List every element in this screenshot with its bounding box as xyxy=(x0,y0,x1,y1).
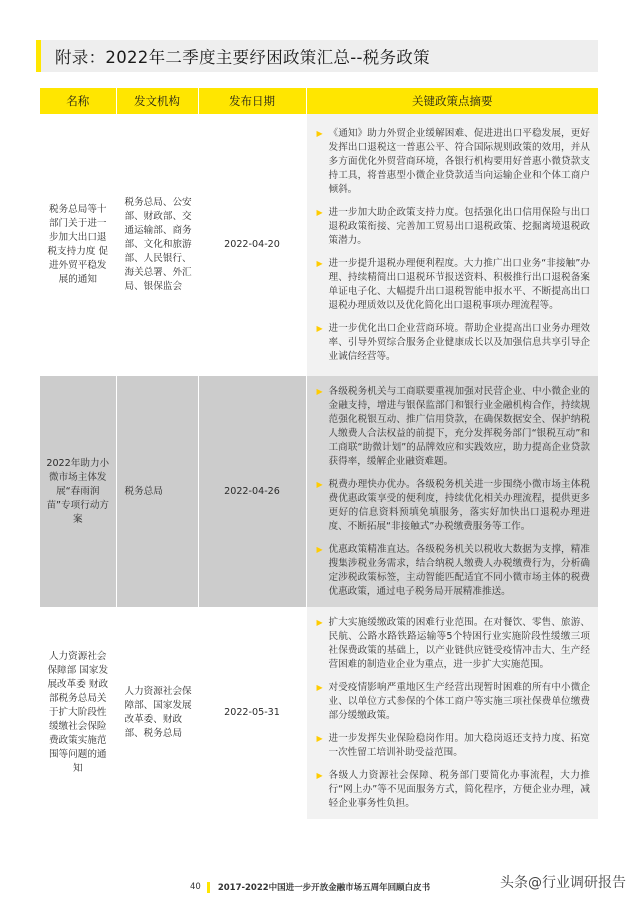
header-points: 关键政策点摘要 xyxy=(306,88,598,114)
list-item: ▶ 进一步发挥失业保险稳岗作用。加大稳岗返还支持力度、拓宽一次性留工培训补助受益范围。 xyxy=(316,733,590,758)
list-item: ▶ 进一步优化出口企业营商环境。帮助企业提高出口业务办理效率、引导外贸综合服务企业健康成长以及加强信息共享引导企业诚信经营等。 xyxy=(316,323,590,362)
table-row xyxy=(40,376,598,607)
page-title-bar xyxy=(36,40,598,72)
triangle-bullet-icon: ▶ xyxy=(316,324,323,333)
list-item: ▶ 对受疫情影响严重地区生产经营出现暂时困难的所有中小微企业、以单位方式参保的个体工商户等实施三项社保费单位缴费部分缓缴政策。 xyxy=(316,682,590,721)
watermark-handle: @行业调研报告 xyxy=(528,875,626,891)
list-item: ▶ 税费办理快办优办。各级税务机关进一步围绕小微市场主体税费优惠政策享受的便利度，持续优化相关办理流程，提供更多更好的信息资料预填免填服务，落实好加快出口退税办理进度、不断拓展“非接触式”办税缴费服务等工作。 xyxy=(316,479,590,532)
table-row xyxy=(40,607,598,819)
header-date: 发布日期 xyxy=(198,88,306,114)
issuing-org: 税务总局、公安部、财政部、交通运输部、商务部、文化和旅游部、人民银行、海关总署、外汇局、银保监会 xyxy=(116,114,198,376)
issuing-org: 人力资源社会保障部、国家发展改革委、财政部、税务总局 xyxy=(116,607,198,819)
publish-date: 2022-05-31 xyxy=(198,607,306,819)
policy-name: 税务总局等十部门关于进一步加大出口退税支持力度 促进外贸平稳发展的通知 xyxy=(40,114,116,376)
header-name: 名称 xyxy=(40,88,116,114)
header-org: 发文机构 xyxy=(116,88,198,114)
list-item: ▶ 各级人力资源社会保障、税务部门要简化办事流程，大力推行“网上办”等不见面服务方式，简化程序，方便企业办理，减轻企业事务性负担。 xyxy=(316,770,590,809)
table-row xyxy=(40,114,598,376)
page-number: 40 xyxy=(190,882,201,892)
page-footer xyxy=(190,880,430,894)
policy-name: 人力资源社会保障部 国家发展改革委 财政部税务总局关于扩大阶段性缓缴社会保险费政策实施范围等问题的通知 xyxy=(40,607,116,819)
list-item: ▶ 各级税务机关与工商联要重视加强对民营企业、中小微企业的金融支持，增进与银保监部门和银行业金融机构合作，持续规范强化税银互动、推广信用贷款，在确保数据安全、保护纳税人缴费人合法权益的前提下，充分发挥税务部门“银税互动”和工商联“助微计划”的品牌效应和实践效应，助力提高企业贷款获得率，缓解企业融资难题。 xyxy=(316,386,590,467)
triangle-bullet-icon: ▶ xyxy=(316,545,323,554)
watermark xyxy=(500,872,626,892)
policy-points xyxy=(306,376,598,607)
list-item: ▶ 《通知》助力外贸企业缓解困难、促进进出口平稳发展，更好发挥出口退税这一普惠公平、符合国际规则政策的效用，并从多方面优化外贸营商环境，各银行机构要用好普惠小微贷款支持工具，将普惠型小微企业贷款适当向运输企业和个体工商户倾斜。 xyxy=(316,128,590,195)
page-title: 附录：2022年二季度主要纾困政策汇总--税务政策 xyxy=(55,48,430,67)
policy-table xyxy=(40,88,598,819)
triangle-bullet-icon: ▶ xyxy=(316,259,323,268)
list-item: ▶ 扩大实施缓缴政策的困难行业范围。在对餐饮、零售、旅游、民航、公路水路铁路运输等5个特困行业实施阶段性缓缴三项社保费政策的基础上，以产业链供应链受疫情冲击大、生产经营困难的制造业企业为重点，进一步扩大实施范围。 xyxy=(316,617,590,670)
footer-divider xyxy=(207,882,210,893)
publish-date: 2022-04-20 xyxy=(198,114,306,376)
issuing-org: 税务总局 xyxy=(116,376,198,607)
triangle-bullet-icon: ▶ xyxy=(316,771,323,780)
table-header-row xyxy=(40,88,598,114)
publish-date: 2022-04-26 xyxy=(198,376,306,607)
triangle-bullet-icon: ▶ xyxy=(316,618,323,627)
list-item: ▶ 优惠政策精准直达。各级税务机关以税收大数据为支撑，精准搜集涉税业务需求，结合纳税人缴费人办税缴费行为，分析确定涉税政策标签，主动智能匹配适宜不同小微市场主体的税费优惠政策，通过电子税务局开展精准推送。 xyxy=(316,544,590,597)
policy-points xyxy=(306,607,598,819)
triangle-bullet-icon: ▶ xyxy=(316,480,323,489)
policy-points xyxy=(306,114,598,376)
triangle-bullet-icon: ▶ xyxy=(316,208,323,217)
list-item: ▶ 进一步加大助企政策支持力度。包括强化出口信用保险与出口退税政策衔接、完善加工贸易出口退税政策、挖掘离境退税政策潜力。 xyxy=(316,207,590,246)
footer-doc-title: 2017-2022中国进一步开放金融市场五周年回顾白皮书 xyxy=(217,883,431,893)
triangle-bullet-icon: ▶ xyxy=(316,683,323,692)
triangle-bullet-icon: ▶ xyxy=(316,734,323,743)
policy-name: 2022年助力小微市场主体发展“春雨润苗”专项行动方案 xyxy=(40,376,116,607)
list-item: ▶ 进一步提升退税办理便利程度。大力推广出口业务“非接触”办理、持续精简出口退税环节报送资料、积极推行出口退税备案单证电子化、大幅提升出口退税智能申报水平、不断提高出口退税办理质效以及优化简化出口退税事项办理流程等。 xyxy=(316,258,590,311)
triangle-bullet-icon: ▶ xyxy=(316,129,323,138)
watermark-prefix: 头条 xyxy=(500,875,528,891)
triangle-bullet-icon: ▶ xyxy=(316,387,323,396)
